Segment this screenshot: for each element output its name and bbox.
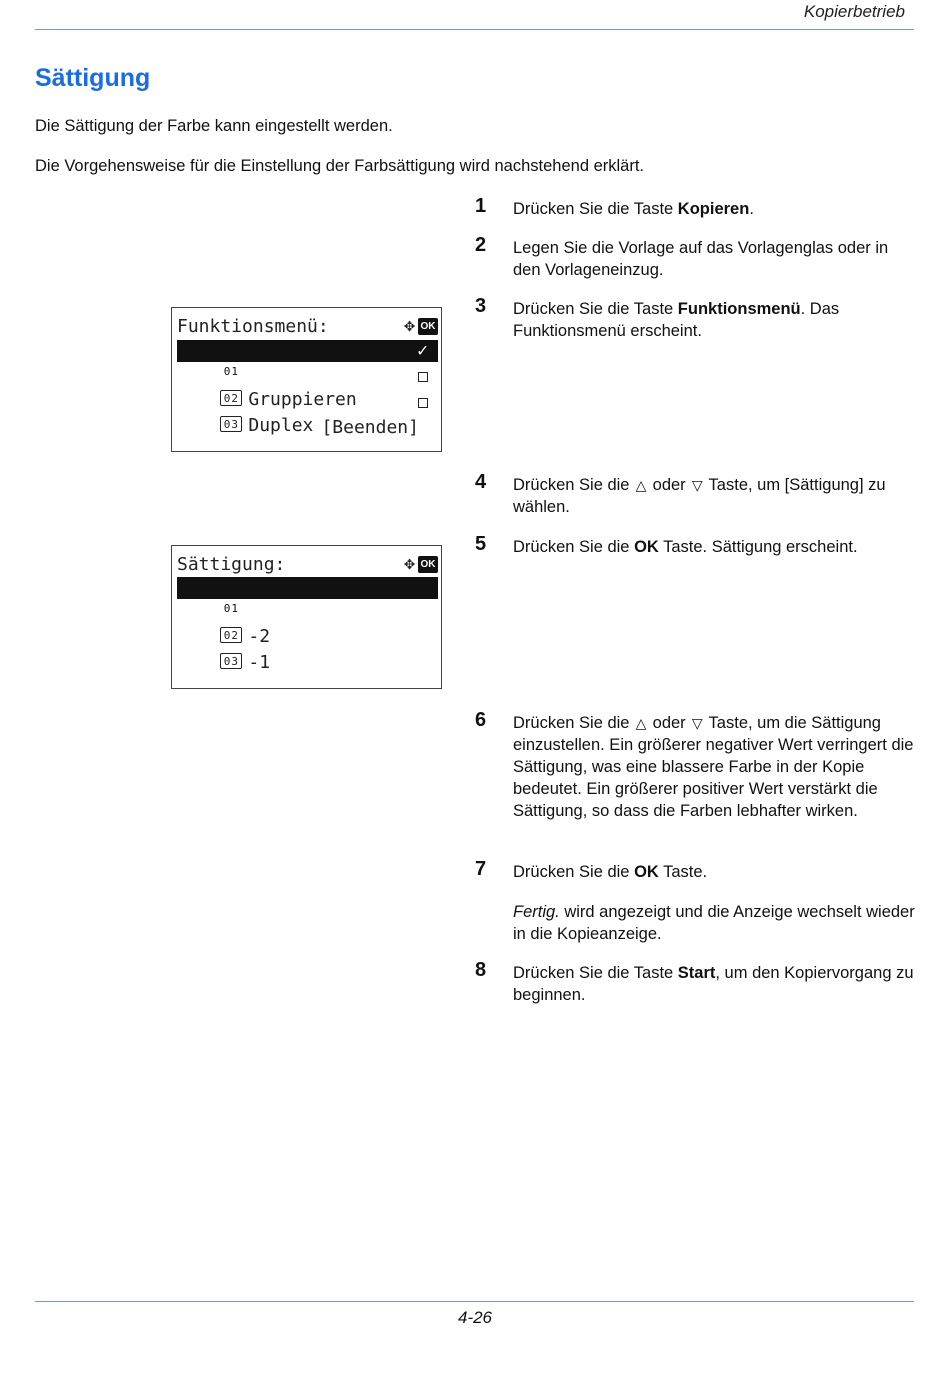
page-title: Sättigung	[35, 64, 151, 92]
step-4	[475, 471, 920, 518]
lcd-title: Sättigung:	[177, 554, 286, 575]
checkbox-icon	[418, 398, 428, 408]
lcd-option-minus2[interactable]: 02 -2	[177, 604, 438, 626]
step-number: 8	[475, 959, 487, 981]
checked-icon: ✓	[417, 340, 428, 361]
step-number: 6	[475, 709, 487, 731]
navigation-cross-icon: ✥	[404, 315, 415, 336]
step-number: 7	[475, 858, 487, 880]
down-arrow-icon: ▽	[691, 715, 703, 731]
up-arrow-icon: △	[635, 477, 647, 493]
lcd-option-minus1[interactable]: 03 -1	[177, 630, 438, 652]
lcd-menu-item-papierauswahl[interactable]: 01 Papierauswahl ✓	[177, 340, 438, 362]
step-text: Drücken Sie die Taste Kopieren.	[513, 200, 754, 218]
checkbox-icon	[418, 372, 428, 382]
step-text: Drücken Sie die OK Taste.	[513, 863, 708, 881]
step-text: Drücken Sie die OK Taste. Sättigung erscheint.	[513, 538, 858, 556]
ok-key-icon: OK	[418, 556, 438, 573]
step-text: Drücken Sie die Taste Start, um den Kopiervorgang zu beginnen.	[513, 964, 914, 1004]
item-number-badge: 03	[220, 416, 242, 432]
step-8	[475, 959, 920, 1006]
nav-indicator	[404, 316, 438, 336]
footer-rule	[35, 1301, 914, 1302]
intro-paragraph: Die Sättigung der Farbe kann eingestellt werden.	[35, 117, 393, 135]
header-rule	[35, 29, 914, 30]
nav-indicator	[404, 554, 438, 574]
step-3	[475, 295, 920, 342]
step-number: 3	[475, 295, 487, 317]
lcd-title: Funktionsmenü:	[177, 316, 329, 337]
step-text: Legen Sie die Vorlage auf das Vorlagenglas oder in den Vorlageneinzug.	[513, 239, 889, 279]
item-number-badge: 01	[220, 600, 242, 616]
page-number: 4-26	[457, 1308, 493, 1327]
step-number: 4	[475, 471, 487, 493]
down-arrow-icon: ▽	[691, 477, 703, 493]
step-text: Drücken Sie die Taste Funktionsmenü. Das Funktionsmenü erscheint.	[513, 300, 840, 340]
navigation-cross-icon: ✥	[404, 553, 415, 574]
lcd-screen-saturation	[171, 545, 442, 689]
step-number: 5	[475, 533, 487, 555]
lcd-menu-item-duplex[interactable]: 03 Duplex	[177, 393, 438, 415]
lcd-screen-function-menu	[171, 307, 442, 452]
item-number-badge: 01	[220, 363, 242, 379]
step-number: 2	[475, 234, 487, 256]
step-number: 1	[475, 195, 487, 217]
step-6	[475, 709, 920, 822]
step-note: Fertig. wird angezeigt und die Anzeige wechselt wieder in die Kopieanzeige.	[513, 903, 915, 943]
step-2	[475, 234, 920, 281]
intro-paragraph: Die Vorgehensweise für die Einstellung der Farbsättigung wird nachstehend erklärt.	[35, 157, 645, 175]
step-7	[475, 858, 920, 945]
step-text: Drücken Sie die △ oder ▽ Taste, um die Sättigung einzustellen. Ein größerer negativer Wert verringert die Sättigung, was eine blassere Farbe in der Kopie bedeutet. Ein größerer positiver Wert verstärkt die Sättigung, so dass die Farben lebhafter wirken.	[513, 714, 914, 820]
up-arrow-icon: △	[635, 715, 647, 731]
item-number-badge: 02	[220, 627, 242, 643]
item-number-badge: 02	[220, 390, 242, 406]
running-header: Kopierbetrieb	[803, 2, 905, 21]
lcd-menu-item-gruppieren[interactable]: 02 Gruppieren	[177, 367, 438, 389]
item-number-badge: 03	[220, 653, 242, 669]
lcd-option-minus3[interactable]: 01 *-3(Gräulich)	[177, 577, 438, 599]
lcd-end-option[interactable]: [Beenden]	[321, 417, 419, 438]
step-text: Drücken Sie die △ oder ▽ Taste, um [Sättigung] zu wählen.	[513, 476, 886, 516]
step-5	[475, 533, 920, 558]
ok-key-icon: OK	[418, 318, 438, 335]
step-1	[475, 195, 920, 220]
